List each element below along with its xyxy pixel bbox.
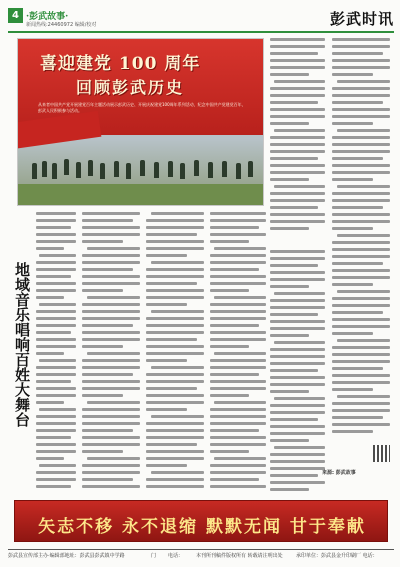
slogan-text: 矢志不移 永不退缩 默默无闻 甘于奉献 [38, 517, 366, 537]
marching-crowd-graphic [28, 149, 256, 197]
footer-publisher: 彭武县宣传部主办·编辑部地址：彭武县彭武镇中学路 [8, 553, 125, 559]
hero-title-line2: 回顾彭武历史 [76, 78, 185, 97]
hero-banner [17, 38, 264, 206]
masthead [8, 8, 394, 30]
body-column-2 [82, 212, 140, 494]
body-column-far-right [332, 38, 390, 438]
newspaper-logo: 彭武时讯 [329, 10, 394, 28]
page-footer [8, 549, 394, 561]
hero-caption: 从来者中国共产党开展建党百年主题活动展示彭武历史、开展庆祝建党100周年系列活动，纪念中国共产党建党百年，彭武人民积极参与活动。 [38, 102, 246, 113]
body-column-left [36, 212, 76, 494]
hero-title-line1: 喜迎建党 100 周年 [40, 54, 201, 74]
masthead-rule [8, 31, 394, 33]
body-column-3 [146, 212, 204, 494]
qr-code [373, 445, 390, 462]
slogan-banner [14, 500, 388, 542]
footer-printer: 承印单位：彭武县金升印刷厂 电话： [296, 553, 378, 559]
footer-item-1: 门 [151, 553, 157, 559]
footer-item-2: 电话： [168, 553, 184, 559]
article-author: 来源: 彭武故事 [322, 470, 356, 476]
body-column-4 [210, 212, 266, 494]
issue-line: 新闻热线:24460972 编辑/校对 [26, 22, 97, 28]
section-title: ·彭武故事· [26, 12, 69, 22]
footer-copyright: 本刊所刊稿件版权所有 转载请注明出处 [196, 553, 283, 559]
page-number: 4 [8, 8, 23, 23]
article-headline: 地域音乐唱响百姓大舞台 [13, 262, 31, 427]
body-column-5 [270, 250, 325, 494]
body-column-right-upper [270, 38, 325, 243]
